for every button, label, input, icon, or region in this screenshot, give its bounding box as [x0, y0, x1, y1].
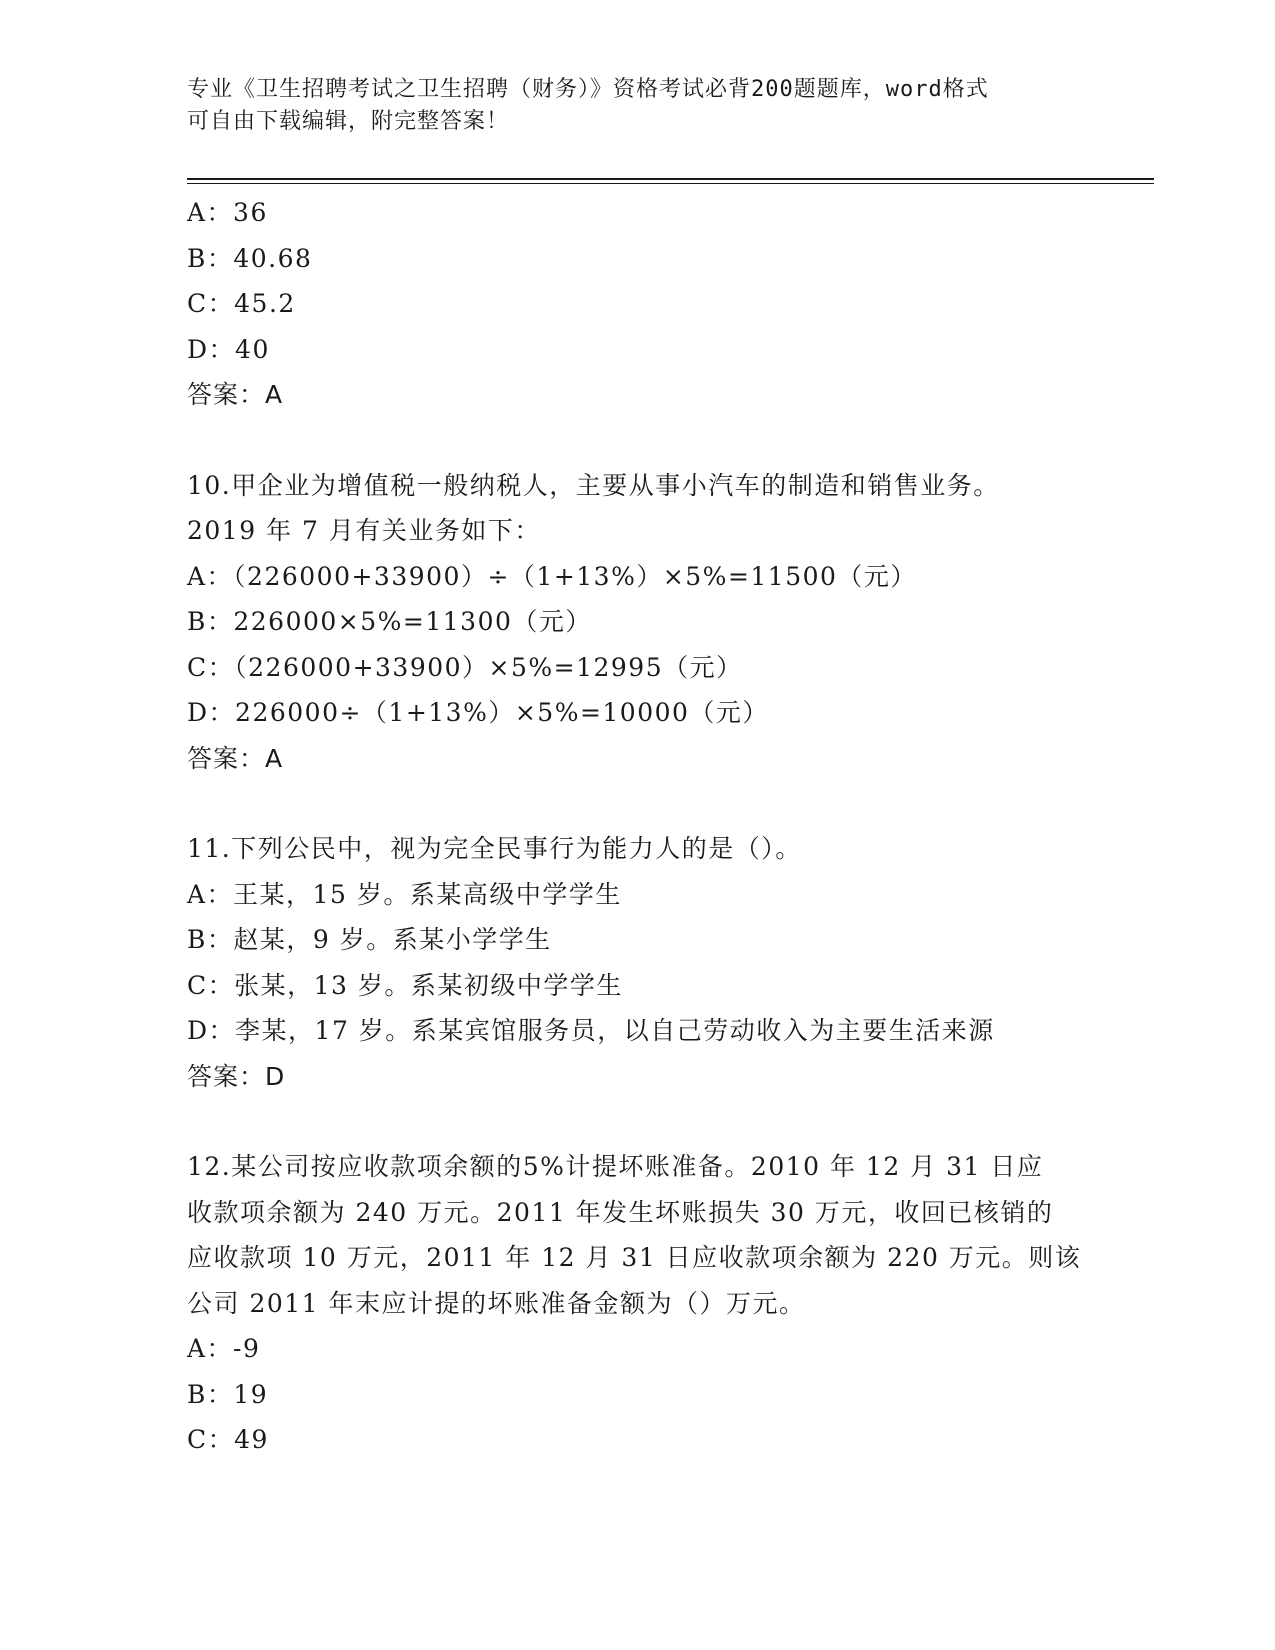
option-a: A：-9	[187, 1334, 261, 1363]
question-stem-continued: 2019 年 7 月有关业务如下：	[187, 516, 541, 545]
question-9	[187, 190, 1087, 418]
spacer	[187, 1099, 1087, 1144]
document-header	[187, 74, 1087, 138]
spacer	[187, 418, 1087, 463]
question-stem: 11.下列公民中，视为完全民事行为能力人的是（）。	[187, 834, 802, 863]
question-stem-line-1: 12.某公司按应收款项余额的5%计提坏账准备。2010 年 12 月 31 日应	[187, 1152, 1044, 1181]
option-c: C：（226000+33900）×5%=12995（元）	[187, 652, 743, 682]
option-a: A：36	[187, 198, 268, 227]
question-12	[187, 1144, 1087, 1463]
answer-line: 答案：A	[187, 380, 284, 409]
header-title-line-1: 专业《卫生招聘考试之卫生招聘（财务）》资格考试必背200题题库，word格式	[187, 77, 989, 102]
question-stem: 10.甲企业为增值税一般纳税人，主要从事小汽车的制造和销售业务。	[187, 470, 1000, 500]
option-c: C：张某，13 岁。系某初级中学学生	[187, 970, 623, 1000]
header-divider	[187, 178, 1154, 184]
question-10	[187, 463, 1087, 782]
answer-line: 答案：D	[187, 1061, 286, 1091]
question-stem-line-2: 收款项余额为 240 万元。2011 年发生坏账损失 30 万元，收回已核销的	[187, 1197, 1054, 1227]
question-content	[187, 190, 1087, 1463]
answer-line: 答案：A	[187, 743, 284, 773]
option-d: D：40	[187, 334, 270, 364]
option-b: B：40.68	[187, 243, 313, 273]
header-title-line-2: 可自由下载编辑，附完整答案！	[187, 109, 510, 134]
option-c: C：45.2	[187, 289, 296, 318]
option-a: A：（226000+33900）÷（1+13%）×5%=11500（元）	[187, 561, 917, 591]
option-b: B：226000×5%=11300（元）	[187, 607, 592, 636]
option-a: A：王某，15 岁。系某高级中学学生	[187, 879, 622, 909]
option-b: B：19	[187, 1379, 269, 1409]
question-stem-line-4: 公司 2011 年末应计提的坏账准备金额为（）万元。	[187, 1288, 806, 1318]
spacer	[187, 781, 1087, 826]
question-11	[187, 826, 1087, 1099]
option-b: B：赵某，9 岁。系某小学学生	[187, 925, 552, 954]
option-d: D：226000÷（1+13%）×5%=10000（元）	[187, 698, 769, 727]
option-c: C：49	[187, 1425, 269, 1454]
question-stem-line-3: 应收款项 10 万元，2011 年 12 月 31 日应收款项余额为 220 万元。则该	[187, 1243, 1082, 1272]
option-d: D：李某，17 岁。系某宾馆服务员，以自己劳动收入为主要生活来源	[187, 1016, 995, 1045]
